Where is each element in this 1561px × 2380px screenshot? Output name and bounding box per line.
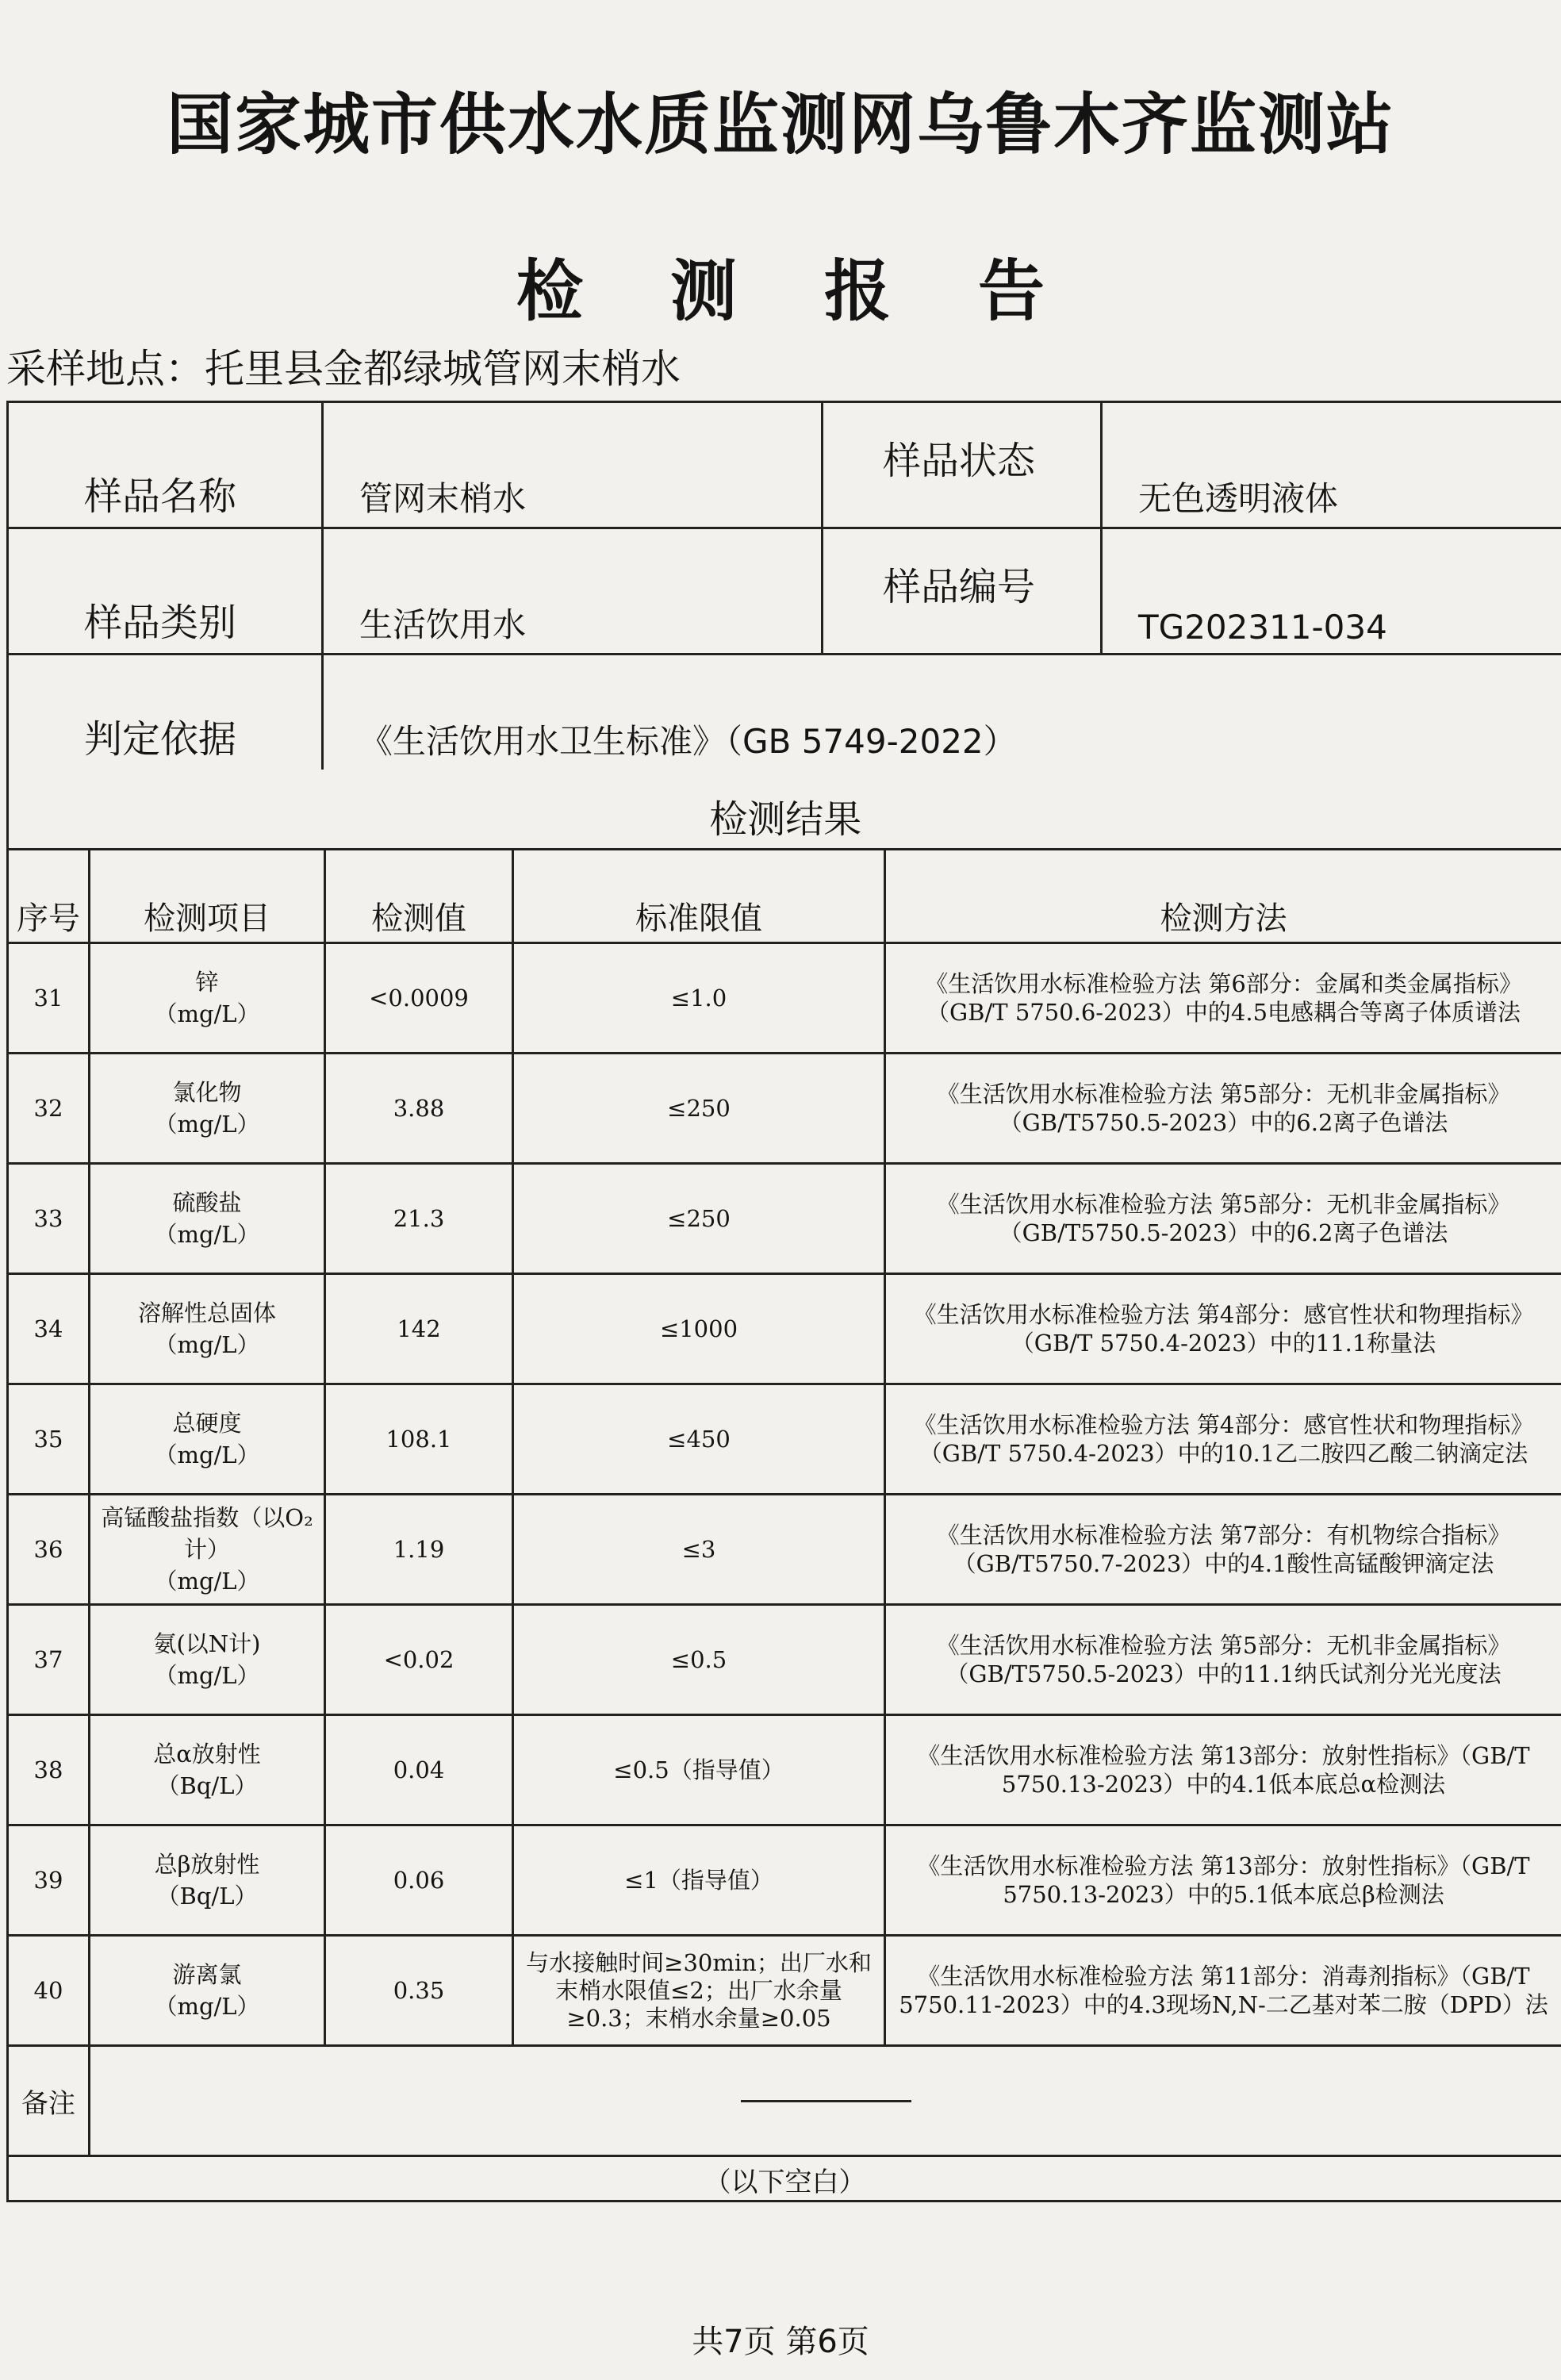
row-item-name: 总硬度 <box>172 1410 242 1437</box>
row-method: 《生活饮用水标准检验方法 第13部分：放射性指标》（GB/T 5750.13-2023）中的4.1低本底总α检测法 <box>885 1715 1561 1825</box>
row-no: 33 <box>8 1164 90 1274</box>
row-item-name: 氯化物 <box>172 1079 242 1106</box>
row-method: 《生活饮用水标准检验方法 第13部分：放射性指标》（GB/T 5750.13-2023）中的5.1低本底总β检测法 <box>885 1825 1561 1936</box>
row-item <box>90 1274 325 1384</box>
row-item-unit: （mg/L） <box>154 1441 260 1468</box>
row-value: 142 <box>325 1274 513 1384</box>
row-item <box>90 1825 325 1936</box>
table-row <box>8 1825 1561 1936</box>
row-limit: 与水接触时间≥30min；出厂水和末梢水限值≤2；出厂水余量≥0.3；末梢水余量≥0.05 <box>513 1936 885 2046</box>
row-item-name: 总β放射性 <box>154 1851 260 1878</box>
row-item <box>90 1164 325 1274</box>
row-item-unit: （mg/L） <box>154 1111 260 1138</box>
sample-state-label: 样品状态 <box>823 402 1102 528</box>
row-no: 31 <box>8 943 90 1054</box>
table-row <box>8 1054 1561 1164</box>
col-header-no: 序号 <box>8 850 90 943</box>
org-title: 国家城市供水水质监测网乌鲁木齐监测站 <box>166 86 1394 163</box>
row-item-unit: （Bq/L） <box>156 1772 258 1799</box>
row-limit: ≤450 <box>513 1384 885 1495</box>
row-method: 《生活饮用水标准检验方法 第5部分：无机非金属指标》（GB/T5750.5-2023）中的6.2离子色谱法 <box>885 1164 1561 1274</box>
row-item-name: 硫酸盐 <box>172 1189 242 1216</box>
row-item-name: 高锰酸盐指数（以O₂计） <box>101 1504 313 1563</box>
row-value: 0.04 <box>325 1715 513 1825</box>
sample-name-label: 样品名称 <box>8 402 323 528</box>
table-row <box>8 1274 1561 1384</box>
row-item-unit: （Bq/L） <box>156 1883 258 1910</box>
table-row <box>8 1936 1561 2046</box>
row-limit: ≤250 <box>513 1164 885 1274</box>
row-no: 38 <box>8 1715 90 1825</box>
row-method: 《生活饮用水标准检验方法 第4部分：感官性状和物理指标》（GB/T 5750.4-2023）中的10.1乙二胺四乙酸二钠滴定法 <box>885 1384 1561 1495</box>
row-item-name: 游离氯 <box>172 1961 242 1988</box>
row-no: 36 <box>8 1495 90 1605</box>
row-item <box>90 1495 325 1605</box>
row-item-unit: （mg/L） <box>154 1221 260 1248</box>
row-method: 《生活饮用水标准检验方法 第5部分：无机非金属指标》（GB/T5750.5-2023）中的6.2离子色谱法 <box>885 1054 1561 1164</box>
row-item-name: 溶解性总固体 <box>137 1299 276 1326</box>
row-value: <0.0009 <box>325 943 513 1054</box>
row-limit: ≤1000 <box>513 1274 885 1384</box>
row-item-name: 氨(以N计) <box>153 1630 261 1657</box>
table-row <box>8 943 1561 1054</box>
row-no: 32 <box>8 1054 90 1164</box>
table-row <box>8 1384 1561 1495</box>
row-item <box>90 1715 325 1825</box>
row-limit: ≤3 <box>513 1495 885 1605</box>
row-limit: ≤1.0 <box>513 943 885 1054</box>
row-item <box>90 1936 325 2046</box>
row-limit: ≤250 <box>513 1054 885 1164</box>
row-method: 《生活饮用水标准检验方法 第4部分：感官性状和物理指标》（GB/T 5750.4-2023）中的11.1称量法 <box>885 1274 1561 1384</box>
row-value: 1.19 <box>325 1495 513 1605</box>
results-caption: 检测结果 <box>8 736 1561 850</box>
row-no: 35 <box>8 1384 90 1495</box>
row-limit: ≤0.5 <box>513 1605 885 1715</box>
blank-note-row <box>8 2156 1561 2202</box>
row-value: 0.06 <box>325 1825 513 1936</box>
row-method: 《生活饮用水标准检验方法 第5部分：无机非金属指标》（GB/T5750.5-2023）中的11.1纳氏试剂分光光度法 <box>885 1605 1561 1715</box>
row-no: 39 <box>8 1825 90 1936</box>
col-header-item: 检测项目 <box>90 850 325 943</box>
row-limit: ≤0.5（指导值） <box>513 1715 885 1825</box>
sample-category-value: 生活饮用水 <box>323 528 823 654</box>
remark-label: 备注 <box>8 2046 90 2156</box>
row-item-unit: （mg/L） <box>154 1000 260 1027</box>
row-item <box>90 1054 325 1164</box>
row-value: 0.35 <box>325 1936 513 2046</box>
results-table <box>6 736 1561 2202</box>
blank-note: （以下空白） <box>8 2156 1561 2202</box>
sample-category-label: 样品类别 <box>8 528 323 654</box>
judgement-basis-label: 判定依据 <box>8 654 323 770</box>
row-value: 108.1 <box>325 1384 513 1495</box>
row-limit: ≤1（指导值） <box>513 1825 885 1936</box>
row-item-name: 锌 <box>195 969 219 996</box>
remark-content <box>90 2046 1561 2156</box>
row-no: 34 <box>8 1274 90 1384</box>
row-item <box>90 1384 325 1495</box>
row-method: 《生活饮用水标准检验方法 第6部分：金属和类金属指标》（GB/T 5750.6-2023）中的4.5电感耦合等离子体质谱法 <box>885 943 1561 1054</box>
row-item-name: 总α放射性 <box>153 1741 261 1768</box>
col-header-value: 检测值 <box>325 850 513 943</box>
table-row <box>8 1164 1561 1274</box>
remark-dash-line <box>741 2100 911 2102</box>
judgement-basis-value: 《生活饮用水卫生标准》（GB 5749-2022） <box>323 654 1561 770</box>
col-header-method: 检测方法 <box>885 850 1561 943</box>
row-no: 37 <box>8 1605 90 1715</box>
sample-state-value: 无色透明液体 <box>1102 402 1561 528</box>
row-method: 《生活饮用水标准检验方法 第7部分：有机物综合指标》（GB/T5750.7-2023）中的4.1酸性高锰酸钾滴定法 <box>885 1495 1561 1605</box>
row-item-unit: （mg/L） <box>154 1662 260 1689</box>
row-no: 40 <box>8 1936 90 2046</box>
row-value: 21.3 <box>325 1164 513 1274</box>
remark-row <box>8 2046 1561 2156</box>
row-item-unit: （mg/L） <box>154 1331 260 1358</box>
sampling-location: 采样地点：托里县金都绿城管网末梢水 <box>6 346 681 392</box>
sample-info-table <box>6 401 1561 770</box>
row-method: 《生活饮用水标准检验方法 第11部分：消毒剂指标》（GB/T 5750.11-2023）中的4.3现场N,N-二乙基对苯二胺（DPD）法 <box>885 1936 1561 2046</box>
row-value: <0.02 <box>325 1605 513 1715</box>
table-row <box>8 1715 1561 1825</box>
table-row <box>8 1495 1561 1605</box>
row-item-unit: （mg/L） <box>154 1568 260 1595</box>
table-row <box>8 1605 1561 1715</box>
row-item <box>90 1605 325 1715</box>
col-header-limit: 标准限值 <box>513 850 885 943</box>
row-item <box>90 943 325 1054</box>
report-title: 检测报告 <box>516 252 1132 330</box>
row-item-unit: （mg/L） <box>154 1993 260 2020</box>
sample-name-value: 管网末梢水 <box>323 402 823 528</box>
row-value: 3.88 <box>325 1054 513 1164</box>
page-number: 共7页 第6页 <box>692 2324 869 2360</box>
sample-id-label: 样品编号 <box>823 528 1102 654</box>
sample-id-value: TG202311-034 <box>1102 528 1561 654</box>
